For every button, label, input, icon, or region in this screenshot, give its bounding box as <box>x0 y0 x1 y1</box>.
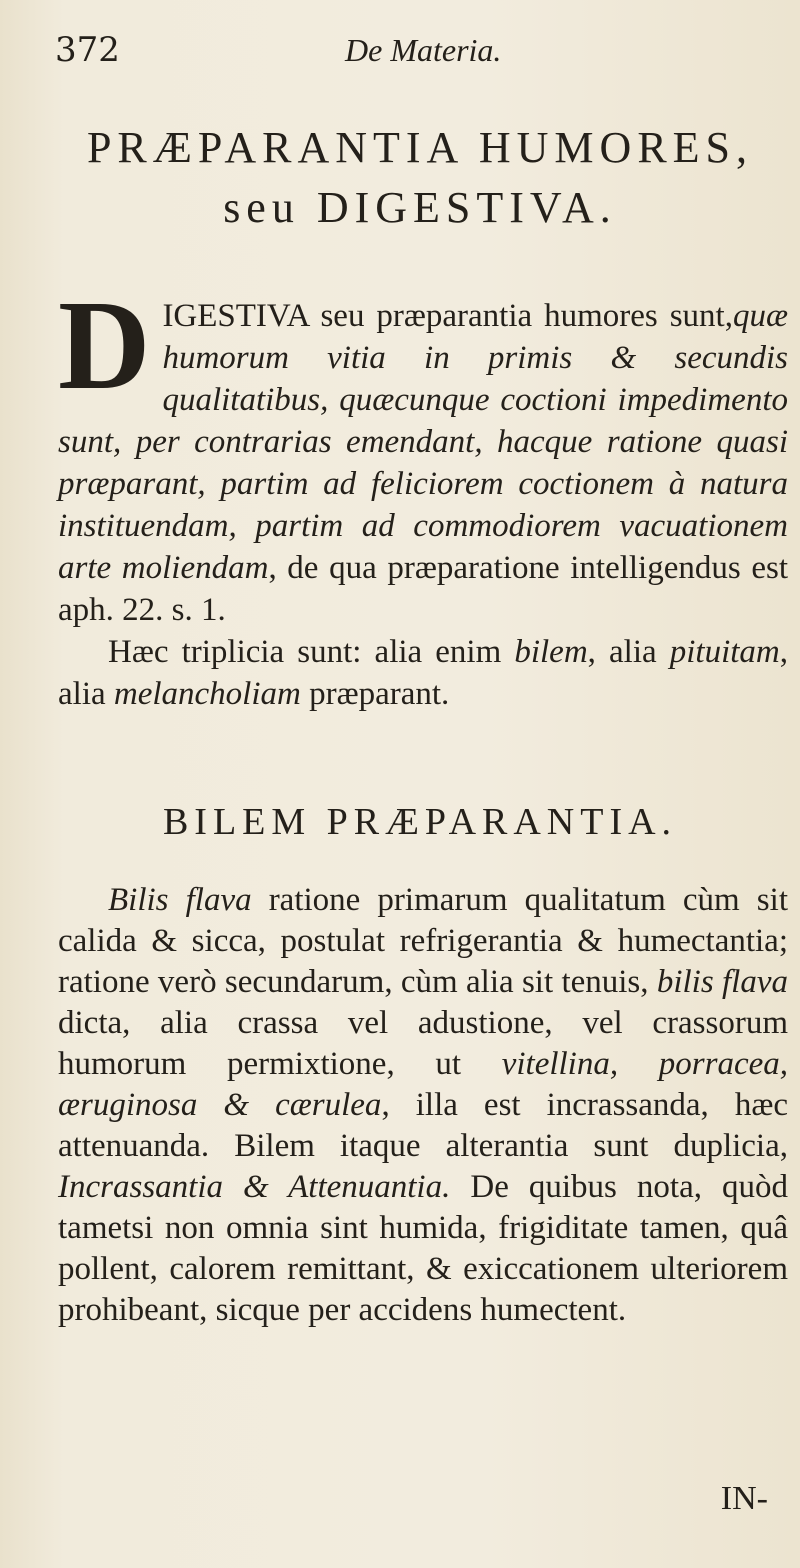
italic-run: Bilis flava <box>108 882 252 918</box>
italic-run: pituitam <box>669 634 780 670</box>
main-text-2 <box>58 880 788 1331</box>
subsection-title: BILEM PRÆPARANTIA. <box>162 801 678 843</box>
italic-run: Incrassantia & Attenuantia. <box>58 1169 451 1205</box>
paragraph-bilis <box>58 880 788 1331</box>
section-title-line2: seu DIGESTIVA. <box>223 183 617 232</box>
text-run: , illa est incrassanda, hæc attenuanda. Bilem itaque alterantia sunt duplicia, <box>58 1087 788 1164</box>
italic-run: quæ humorum vitia in primis & secundis qualitatibus, quæcunque coctioni impedimento sunt, per contrarias emendant, hacque ratione quasi præparant, partim ad feliciorem coctionem à natura instituendam, partim ad commodiorem vacuationem arte moliendam <box>58 298 788 586</box>
section-title <box>60 118 780 238</box>
running-header <box>55 30 760 80</box>
text-run: De quibus nota, quòd tametsi non omnia sint humida, frigiditate tamen, quâ pollent, calorem remittant, & exiccationem ulteriorem prohibeant, sicque per accidens humectent. <box>58 1169 788 1328</box>
page-number: 372 <box>55 30 120 70</box>
italic-run: bilem <box>514 634 588 670</box>
italic-run: bilis flava <box>656 964 788 1000</box>
text-run: ratione primarum qualitatum cùm sit calida & sicca, postulat refrigerantia & humectantia; ratione verò secundarum, cùm alia sit tenuis, <box>58 882 788 1000</box>
main-text <box>58 274 788 715</box>
italic-run: melancholiam <box>113 676 301 712</box>
running-title: De Materia. <box>345 32 502 68</box>
paragraph-triplicia <box>58 631 788 715</box>
drop-cap: D <box>58 274 151 416</box>
text-run: , de qua præparatione intelligendus est aph. 22. s. 1. <box>58 550 788 628</box>
text-run: seu præparantia humores sunt, <box>308 298 733 334</box>
text-run: Hæc triplicia sunt: alia enim <box>108 634 515 670</box>
text-run: præparant. <box>300 676 450 712</box>
paragraph-digestiva <box>58 274 788 631</box>
lead-word: IGESTIVA <box>162 298 309 334</box>
catchword: IN- <box>720 1480 768 1517</box>
italic-run: vitellina, porracea, æruginosa & cærulea <box>58 1046 789 1123</box>
text-run: dicta, alia crassa vel adustione, vel crassorum humorum permixtione, ut <box>58 1005 788 1082</box>
text-run: , alia <box>587 634 670 670</box>
text-run: , alia <box>58 634 788 712</box>
section-title-line1: PRÆPARANTIA HUMORES, <box>86 123 754 172</box>
